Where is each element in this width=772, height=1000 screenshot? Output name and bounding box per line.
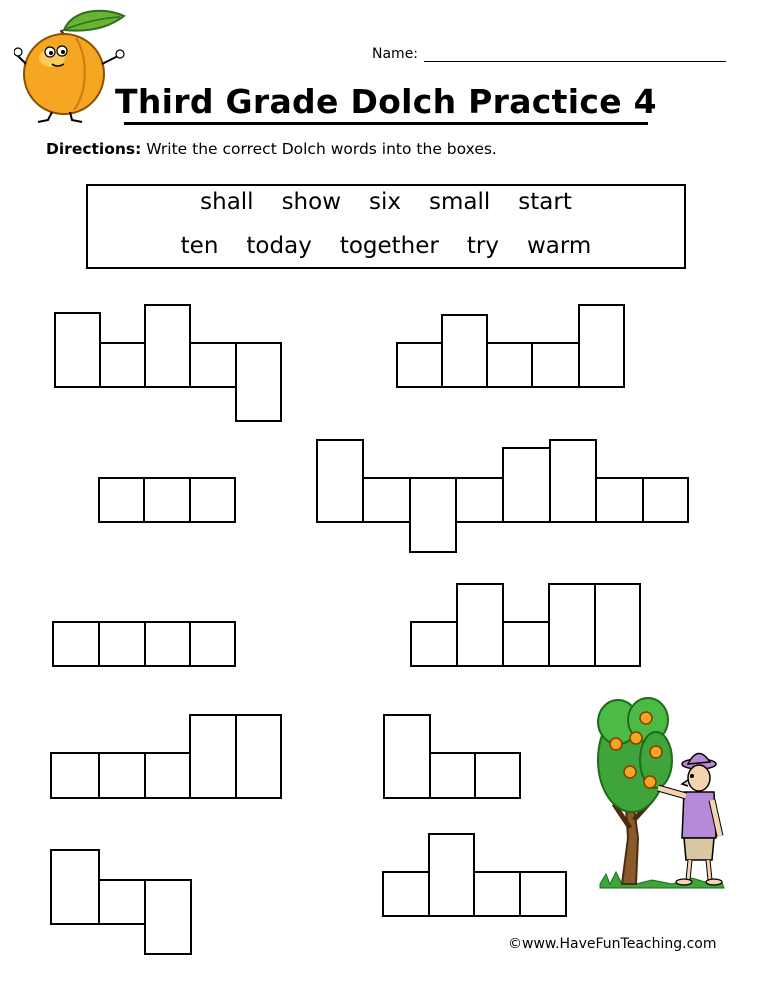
letter-box[interactable]	[502, 621, 550, 667]
page-title: Third Grade Dolch Practice 4	[115, 82, 657, 121]
word-bank-word: ten	[180, 233, 219, 259]
letter-box[interactable]	[502, 447, 551, 523]
letter-box[interactable]	[316, 439, 364, 523]
word-bank-word: shall	[200, 189, 254, 215]
title-underline	[124, 122, 648, 125]
word-bank-word: six	[369, 189, 402, 215]
word-bank	[86, 184, 686, 269]
letter-box[interactable]	[441, 314, 488, 388]
name-field[interactable]	[372, 46, 726, 62]
letter-box[interactable]	[98, 621, 146, 667]
letter-box[interactable]	[486, 342, 533, 388]
word-bank-word: warm	[526, 233, 592, 259]
letter-box[interactable]	[549, 439, 597, 523]
letter-box[interactable]	[52, 621, 100, 667]
letter-box[interactable]	[98, 752, 146, 799]
letter-box[interactable]	[98, 879, 146, 925]
letter-box[interactable]	[144, 879, 192, 955]
letter-box[interactable]	[409, 477, 457, 553]
letter-box[interactable]	[595, 477, 644, 523]
word-bank-row-1	[88, 189, 684, 215]
letter-box[interactable]	[519, 871, 567, 917]
letter-box[interactable]	[189, 714, 237, 799]
peach-tree-man-icon	[596, 688, 728, 896]
letter-box[interactable]	[362, 477, 411, 523]
directions-label: Directions:	[46, 140, 142, 158]
letter-box[interactable]	[456, 583, 504, 667]
letter-box[interactable]	[594, 583, 641, 667]
letter-box[interactable]	[429, 752, 476, 799]
letter-box[interactable]	[144, 304, 191, 388]
letter-box[interactable]	[396, 342, 443, 388]
letter-box[interactable]	[235, 714, 282, 799]
word-bank-word: show	[281, 189, 342, 215]
letter-box[interactable]	[54, 312, 101, 388]
word-bank-word: small	[429, 189, 491, 215]
letter-box[interactable]	[50, 752, 100, 799]
letter-box[interactable]	[189, 342, 237, 388]
letter-box[interactable]	[410, 621, 458, 667]
word-bank-word: try	[466, 233, 499, 259]
letter-box[interactable]	[455, 477, 504, 523]
letter-box[interactable]	[428, 833, 475, 917]
letter-box[interactable]	[548, 583, 596, 667]
letter-box[interactable]	[383, 714, 431, 799]
letter-box[interactable]	[144, 752, 191, 799]
letter-box[interactable]	[474, 752, 521, 799]
directions	[46, 140, 497, 158]
letter-box[interactable]	[143, 477, 191, 523]
letter-box[interactable]	[189, 477, 236, 523]
letter-box[interactable]	[578, 304, 625, 388]
letter-box[interactable]	[99, 342, 146, 388]
word-bank-word: today	[246, 233, 312, 259]
letter-box[interactable]	[235, 342, 282, 422]
copyright-text: ©www.HaveFunTeaching.com	[508, 936, 717, 952]
letter-box[interactable]	[382, 871, 430, 917]
word-bank-word: start	[518, 189, 572, 215]
word-bank-word: together	[339, 233, 439, 259]
letter-box[interactable]	[50, 849, 100, 925]
name-label: Name:	[372, 46, 419, 62]
letter-box[interactable]	[144, 621, 191, 667]
name-line[interactable]	[424, 47, 726, 62]
letter-box[interactable]	[473, 871, 521, 917]
letter-box[interactable]	[642, 477, 689, 523]
letter-box[interactable]	[189, 621, 236, 667]
word-bank-row-2	[88, 233, 684, 259]
letter-box[interactable]	[531, 342, 580, 388]
directions-text: Write the correct Dolch words into the boxes.	[141, 140, 497, 158]
letter-box[interactable]	[98, 477, 145, 523]
